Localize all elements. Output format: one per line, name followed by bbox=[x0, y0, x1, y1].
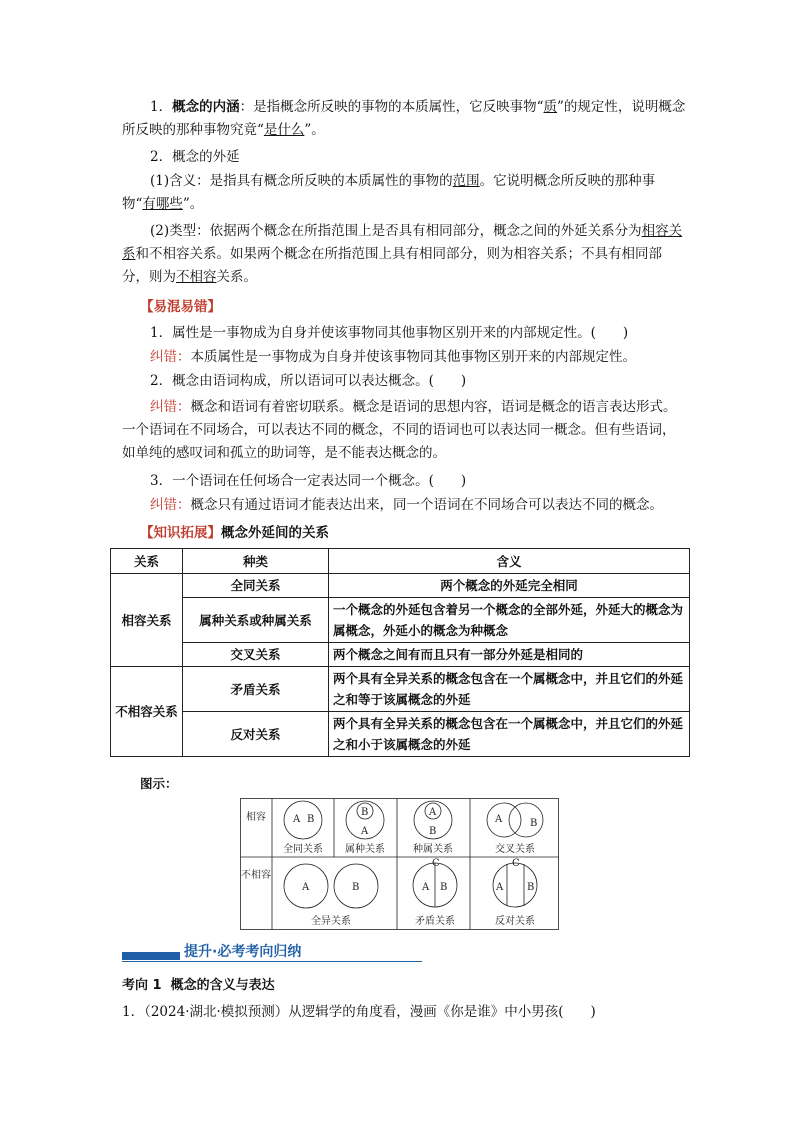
caption-contrary: 反对关系 bbox=[495, 916, 535, 927]
confusion-a1: 纠错：本质属性是一事物成为自身并使该事物同其他事物区别开来的内部规定性。 bbox=[150, 349, 636, 365]
question-1: 1．（2024·湖北·模拟预测）从逻辑学的角度看，漫画《你是谁》中小男孩( ) bbox=[122, 1004, 596, 1020]
table-header: 含义 bbox=[329, 549, 690, 574]
meaning-cell: 一个概念的外延包含着另一个概念的全部外延，外延大的概念为属概念，外延小的概念为种概念 bbox=[329, 598, 690, 643]
label-c: C bbox=[512, 858, 520, 869]
identity-circle bbox=[284, 801, 322, 839]
knowledge-expansion-heading: 【知识拓展】概念外延间的关系 bbox=[140, 525, 329, 541]
section-banner bbox=[122, 940, 422, 964]
overlap-circle-b bbox=[509, 803, 543, 837]
label-b: B bbox=[429, 826, 437, 837]
label-a: A bbox=[429, 807, 437, 818]
caption-genus-species: 属种关系 bbox=[345, 844, 385, 855]
confusion-heading: 【易混易错】 bbox=[140, 299, 221, 315]
table-header: 种类 bbox=[183, 549, 329, 574]
label-c: C bbox=[432, 858, 440, 869]
label-a: A bbox=[496, 882, 504, 893]
meaning-cell: 两个具有全异关系的概念包含在一个属概念中，并且它们的外延之和等于该属概念的外延 bbox=[329, 667, 690, 712]
meaning-cell: 两个具有全异关系的概念包含在一个属概念中，并且它们的外延之和小于该属概念的外延 bbox=[329, 712, 690, 757]
euler-diagram-figure bbox=[240, 798, 559, 930]
meaning-cell: 两个概念的外延完全相同 bbox=[329, 574, 690, 598]
kind-cell: 属种关系或种属关系 bbox=[183, 598, 329, 643]
confusion-a3: 纠错：概念只有通过语词才能表达出来，同一个语词在不同场合可以表达不同的概念。 bbox=[150, 497, 663, 513]
label-b: B bbox=[361, 807, 369, 818]
caption-intersection: 交叉关系 bbox=[495, 844, 535, 855]
label-b: B bbox=[530, 818, 538, 829]
extension-meaning-para: (1)含义：是指具有概念所反映的本质属性的事物的范围。它说明概念所反映的那种事物“有哪些”。 bbox=[122, 173, 656, 212]
meaning-cell: 两个概念之间有而且只有一部分外延是相同的 bbox=[329, 643, 690, 667]
kind-cell: 交叉关系 bbox=[183, 643, 329, 667]
label-a: A bbox=[361, 826, 369, 837]
caption-identity: 全同关系 bbox=[283, 844, 323, 855]
confusion-a2: 纠错：概念和语词有着密切联系。概念是语词的思想内容，语词是概念的语言表达形式。一个语词在不同场合，可以表达不同的概念，不同的语词也可以表达同一概念。但有些语词，如单纯的感叹词和孤立的助词等，是不能表达概念的。 bbox=[122, 399, 677, 461]
table-header-row bbox=[111, 549, 690, 574]
label-b: B bbox=[307, 814, 315, 825]
row-label-incompatible: 不相容 bbox=[241, 870, 271, 881]
confusion-q3: 3．一个语词在任何场合一定表达同一个概念。( ) bbox=[150, 473, 467, 489]
table-row bbox=[111, 667, 690, 712]
table-header: 关系 bbox=[111, 549, 183, 574]
table-row bbox=[111, 712, 690, 757]
table-row bbox=[111, 643, 690, 667]
label-b: B bbox=[440, 882, 448, 893]
caption-disjoint: 全异关系 bbox=[311, 916, 351, 927]
figure-label: 图示： bbox=[140, 776, 178, 791]
label-b: B bbox=[527, 882, 535, 893]
extension-types-para: (2)类型：依据两个概念在所指范围上是否具有相同部分，概念之间的外延关系分为相容关系和不相容关系。如果两个概念在所指范围上具有相同部分，则为相容关系；不具有相同部分，则为不相容关系。 bbox=[122, 223, 683, 285]
row-label-compatible: 相容 bbox=[246, 812, 266, 823]
table-row bbox=[111, 574, 690, 598]
group-compatible: 相容关系 bbox=[111, 574, 183, 667]
table-row bbox=[111, 598, 690, 643]
group-incompatible: 不相容关系 bbox=[111, 667, 183, 757]
kind-cell: 矛盾关系 bbox=[183, 667, 329, 712]
overlap-circle-a bbox=[487, 803, 521, 837]
banner-underline bbox=[122, 961, 422, 962]
confusion-q1: 1．属性是一事物成为自身并使该事物同其他事物区别开来的内部规定性。( ) bbox=[150, 325, 629, 341]
caption-contradiction: 矛盾关系 bbox=[415, 916, 455, 927]
label-a: A bbox=[495, 814, 503, 825]
banner-bar bbox=[122, 952, 180, 960]
concept-connotation-para: 1．概念的内涵：是指概念所反映的事物的本质属性，它反映事物“质”的规定性，说明概念所反映的那种事物究竟“是什么”。 bbox=[122, 99, 686, 138]
kind-cell: 反对关系 bbox=[183, 712, 329, 757]
caption-species-genus: 种属关系 bbox=[413, 844, 453, 855]
banner-title: 提升·必考考向归纳 bbox=[184, 944, 302, 960]
connotation-term: 概念的内涵 bbox=[172, 99, 240, 115]
label-a: A bbox=[293, 814, 301, 825]
kind-cell: 全同关系 bbox=[183, 574, 329, 598]
figure-frame bbox=[241, 799, 559, 930]
concept-extension-title: 2．概念的外延 bbox=[150, 149, 240, 165]
confusion-q2: 2．概念由语词构成，所以语词可以表达概念。( ) bbox=[150, 373, 467, 389]
exam-direction-heading: 考向 1 概念的含义与表达 bbox=[122, 978, 275, 993]
label-a: A bbox=[302, 882, 310, 893]
label-b: B bbox=[352, 882, 360, 893]
label-a: A bbox=[422, 882, 430, 893]
extension-relations-table bbox=[110, 548, 690, 757]
